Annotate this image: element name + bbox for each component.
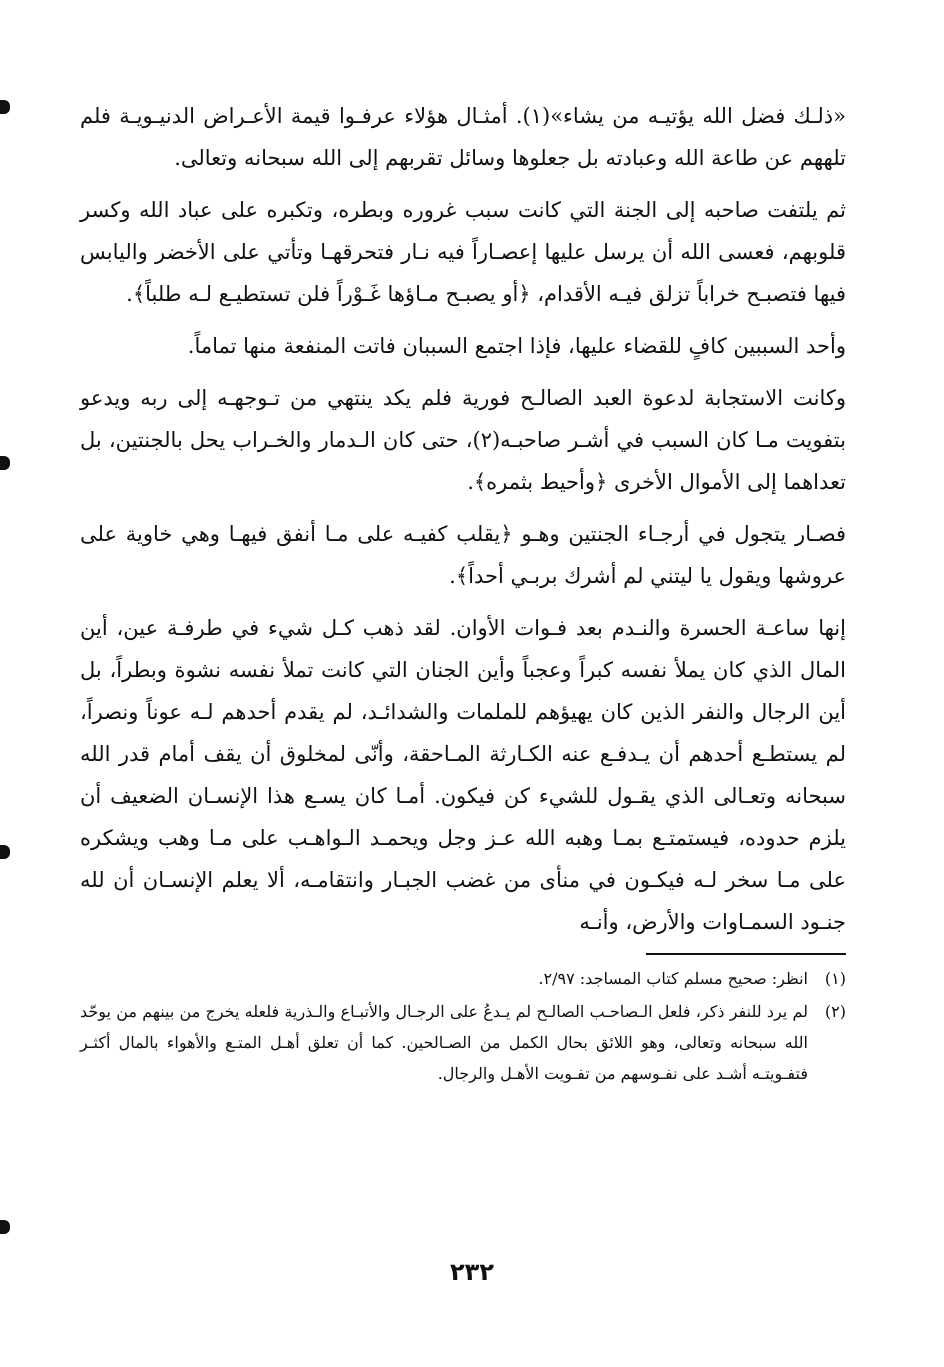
footnote-number: (١) [824,969,846,988]
paragraph: وأحد السببين كافٍ للقضاء عليها، فإذا اجتمع السببان فاتت المنفعة منها تماماً. [187,334,846,358]
binding-mark [0,100,10,114]
binding-mark [0,1220,10,1234]
paragraph: وكانت الاستجابة لدعوة العبد الصالـح فورية فلم يكد ينتهي من تـوجهـه إلى ربه ويدعو بتفويت مـا كان السبب في أشـر صاحبـه(٢)، حتى كان الـدمار والخـراب يحل بالجنتين، بل تعداهما إلى الأموال الأخرى ﴿وأحيط بثمره﴾. [80,386,847,494]
footnotes [80,963,846,1089]
footnote-divider [646,953,846,955]
page-body [80,95,846,1091]
footnote [80,963,846,994]
paragraph: ثم يلتفت صاحبه إلى الجنة التي كانت سبب غروره وبطره، وتكبره على عباد الله وكسر قلوبهم، فعسى الله أن يرسل عليها إعصـاراً فيه نـار فتحرقهـا وتأتي على الأخضر واليابس فيها فتصبـح خراباً تزلق فيـه الأقدام، ﴿أو يصبـح مـاؤها غَـوْراً فلن تستطيـع لـه طلباً﴾. [80,198,846,306]
footnote-text: لم يرد للنفر ذكر، فلعل الـصاحـب الصالـح لم يـدعُ على الرجـال والأتبـاع والـذرية فلعله يخرج من بينهم من يوحّد الله سبحانه وتعالى، وهو اللائق بحال الكمل من الصـالحين. كما أن تعلق أهـل المتـع والأهواء بالمال أكثـر فتفـويتـه أشـد على نفـوسهم من تفـويت الأهـل والرجال. [80,1002,808,1083]
footnote-text: انظر: صحيح مسلم كتاب المساجد: ٢/٩٧. [538,969,808,988]
paragraph: فصـار يتجول في أرجـاء الجنتين وهـو ﴿يقلب كفيـه على مـا أنفق فيهـا وهي خاوية على عروشها ويقول يا ليتني لم أشرك بربـي أحداً﴾. [80,522,846,588]
binding-mark [0,845,10,859]
paragraph: «ذلـك فضل الله يؤتيـه من يشاء»(١). أمثـال هؤلاء عرفـوا قيمة الأعـراض الدنيـويـة فلم تلههم عن طاعة الله وعبادته بل جعلوها وسائل تقربهم إلى الله سبحانه وتعالى. [80,104,846,170]
page-number: ٢٣٢ [450,1258,494,1286]
footnote-number: (٢) [824,1002,846,1021]
footnote [80,996,846,1089]
paragraph: إنها ساعـة الحسرة والنـدم بعد فـوات الأوان. لقد ذهب كـل شيء في طرفـة عين، أين المال الذي كان يملأ نفسه كبراً وعجباً وأين الجنان التي كانت تملأ نفسه نشوة وبطراً، بل أين الرجال والنفر الذين كان يهيؤهم للملمات والشدائـد، لم يقدم أحدهم لـه عوناً ونصراً، لم يستطـع أحدهم أن يـدفـع عنه الكـارثة المـاحقة، وأنّى لمخلوق أن يقف أمام قدر الله سبحانه وتعـالى الذي يقـول للشيء كن فيكون. أمـا كان يسـع هذا الإنسـان الضعيف أن يلزم حدوده، فيستمتـع بمـا وهبه الله عـز وجل ويحمـد الـواهـب على مـا وهب ويشكره على مـا سخر لـه فيكـون في منأى من غضب الجبـار وانتقامـه، ألا يعلم الإنسـان أن لله جنـود السمـاوات والأرض، وأنـه [80,616,846,934]
binding-mark [0,456,10,470]
